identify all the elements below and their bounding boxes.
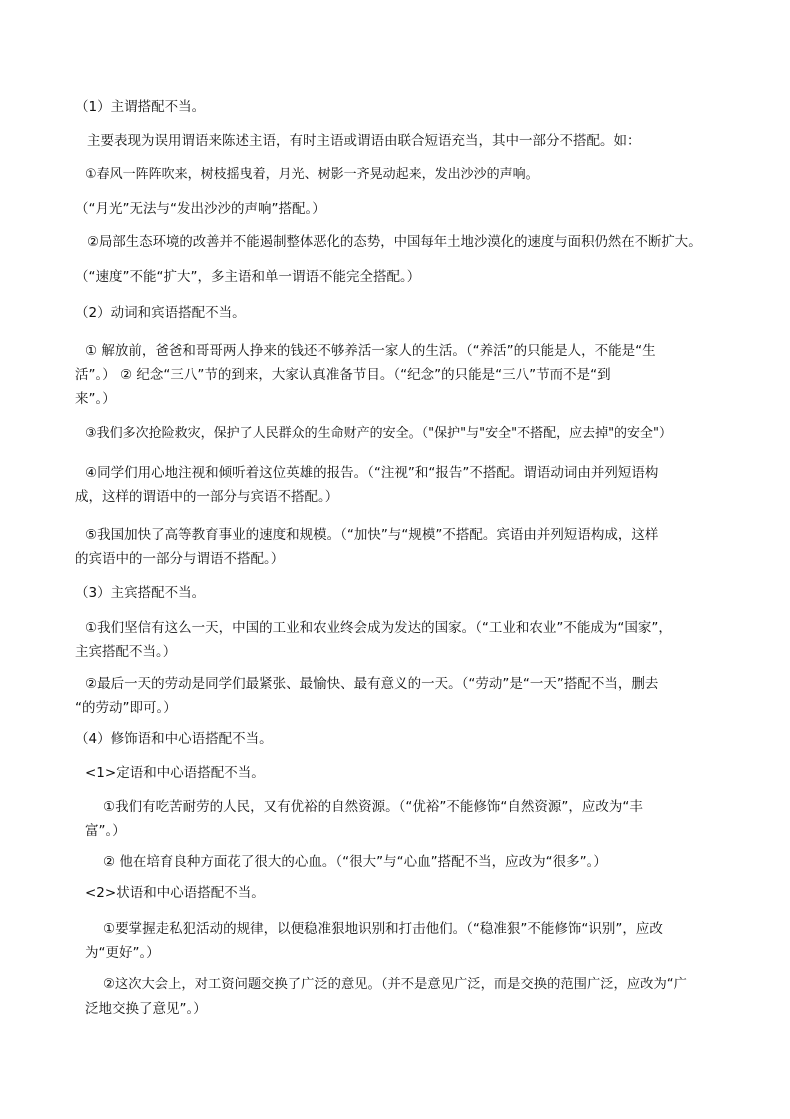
- section2-example-4-line-1: ④同学们用心地注视和倾听着这位英雄的报告。（“注视”和“报告”不搭配。谓语动词由并列短语构: [85, 465, 659, 481]
- section4-sub2-example-1-line-2: 为“更好”。）: [85, 945, 160, 961]
- section4-sub1-heading: <1>定语和中心语搭配不当。: [85, 765, 265, 781]
- section4-sub1-example-1-line-1: ①我们有吃苦耐劳的人民，又有优裕的自然资源。（“优裕”不能修饰“自然资源”，应改为“丰: [103, 799, 643, 815]
- section3-heading: （3）主宾搭配不当。: [75, 585, 206, 601]
- section3-example-1-line-2: 主宾搭配不当。）: [75, 644, 177, 660]
- section2-example-4-line-2: 成，这样的谓语中的一部分与宾语不搭配。）: [75, 489, 339, 505]
- section4-sub2-example-1-line-1: ①要掌握走私犯活动的规律，以便稳准狠地识别和打击他们。（“稳准狠”不能修饰“识别”，应改: [103, 921, 663, 937]
- section2-example-1-line-1: ① 解放前，爸爸和哥哥两人挣来的钱还不够养活一家人的生活。（“养活”的只能是人，不能是“生: [85, 343, 656, 359]
- section2-example-5-line-2: 的宾语中的一部分与谓语不搭配。）: [75, 551, 285, 567]
- section2-example-1-line-2: 活”。） ② 纪念“三八”节的到来，大家认真准备节目。（“纪念”的只能是“三八”节而不是“到: [75, 367, 611, 383]
- section2-example-1-line-3: 来”。）: [75, 391, 116, 407]
- section1-intro: 主要表现为误用谓语来陈述主语，有时主语或谓语由联合短语充当，其中一部分不搭配。如：: [87, 133, 641, 149]
- section4-sub1-example-1-line-2: 富”。）: [85, 823, 126, 839]
- section2-example-5-line-1: ⑤我国加快了高等教育事业的速度和规模。（“加快”与“规模”不搭配。宾语由并列短语构成，这样: [85, 527, 659, 543]
- section4-sub1-example-2: ② 他在培育良种方面花了很大的心血。（“很大”与“心血”搭配不当，应改为“很多”。）: [103, 854, 607, 870]
- section1-example-2: ②局部生态环境的改善并不能遏制整体恶化的态势，中国每年土地沙漠化的速度与面积仍然在不断扩大。: [87, 235, 702, 250]
- section2-example-3: ③我们多次抢险救灾，保护了人民群众的生命财产的安全。（"保护"与"安全"不搭配，应去掉"的安全"）: [85, 426, 673, 441]
- section4-sub2-heading: <2>状语和中心语搭配不当。: [85, 885, 265, 901]
- section1-note-1: （“月光”无法与“发出沙沙的声响”搭配。）: [75, 201, 326, 217]
- section4-sub2-example-2-line-1: ②这次大会上，对工资问题交换了广泛的意见。（并不是意见广泛，而是交换的范围广泛，应改为“广: [103, 977, 687, 992]
- section3-example-1-line-1: ①我们坚信有这么一天，中国的工业和农业终会成为发达的国家。（“工业和农业”不能成为“国家”，: [85, 620, 672, 636]
- section3-example-2-line-1: ②最后一天的劳动是同学们最紧张、最愉快、最有意义的一天。（“劳动”是“一天”搭配不当，删去: [85, 676, 659, 692]
- section2-heading: （2）动词和宾语搭配不当。: [75, 305, 246, 321]
- section4-heading: （4）修饰语和中心语搭配不当。: [75, 731, 273, 747]
- section3-example-2-line-2: “的劳动”即可。）: [75, 700, 177, 716]
- section4-sub2-example-2-line-2: 泛地交换了意见”。）: [85, 1001, 207, 1017]
- section1-example-1: ①春风一阵阵吹来，树枝摇曳着，月光、树影一齐晃动起来，发出沙沙的声响。: [85, 167, 539, 182]
- section1-note-2: （“速度”不能“扩大”，多主语和单一谓语不能完全搭配。）: [75, 269, 421, 285]
- section1-heading: （1）主谓搭配不当。: [75, 99, 206, 115]
